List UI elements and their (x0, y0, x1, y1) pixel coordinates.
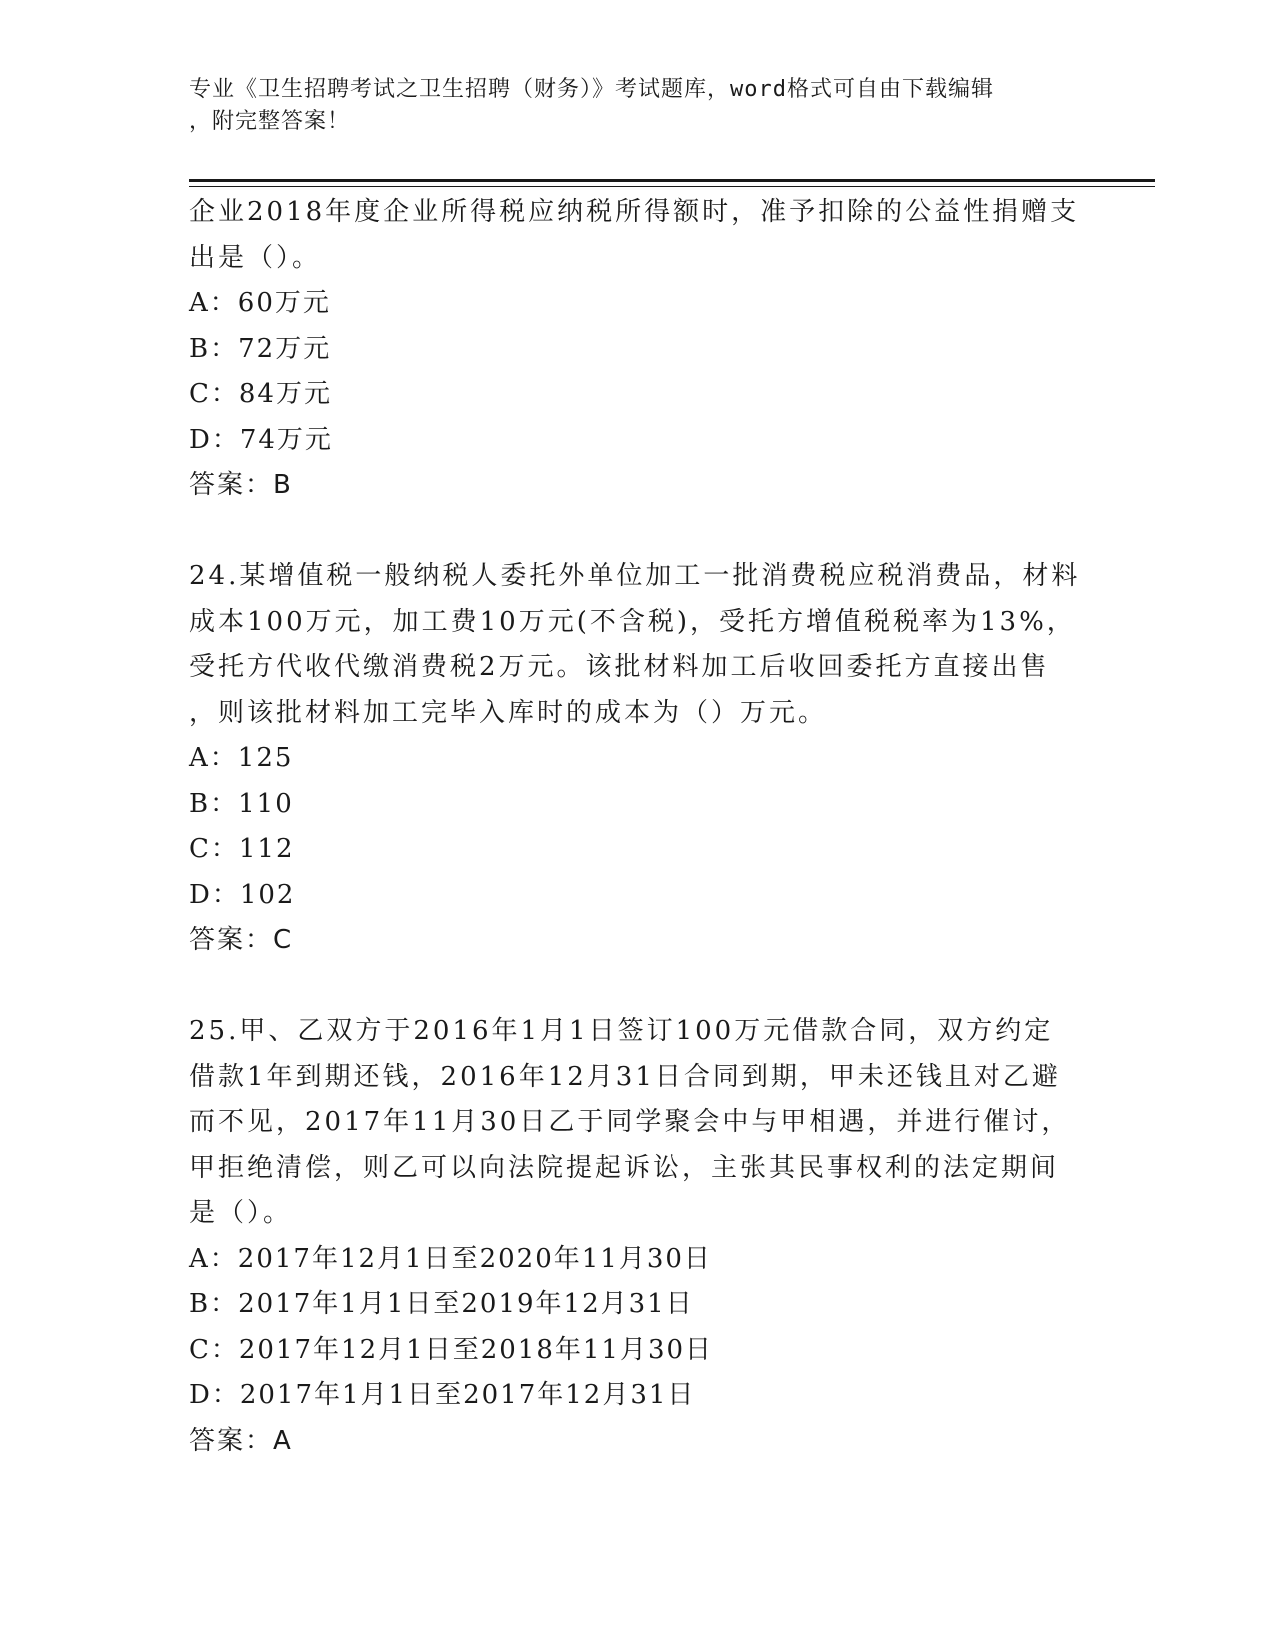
question-block (189, 190, 1089, 509)
question-block (189, 1009, 1089, 1464)
question-block (189, 554, 1089, 964)
option-list (189, 736, 1089, 918)
option-c: C：84万元 (189, 379, 332, 409)
option-c: C：112 (189, 834, 295, 864)
question-text: 24.某增值税一般纳税人委托外单位加工一批消费税应税消费品，材料 成本100万元，加工费10万元(不含税)，受托方增值税税率为13%， 受托方代收代缴消费税2万元。该批材料加工后收回委托方直接出售 ，则该批材料加工完毕入库时的成本为（）万元。 (189, 561, 1081, 728)
question-list (189, 190, 1089, 1464)
question-text: 25.甲、乙双方于2016年1月1日签订100万元借款合同，双方约定 借款1年到期还钱，2016年12月31日合同到期，甲未还钱且对乙避 而不见，2017年11月30日乙于同学聚会中与甲相遇，并进行催讨， 甲拒绝清偿，则乙可以向法院提起诉讼，主张其民事权利的法定期间 是（）。 (189, 1016, 1071, 1228)
option-b: B：2017年1月1日至2019年12月31日 (189, 1289, 694, 1319)
header-note: 专业《卫生招聘考试之卫生招聘（财务）》考试题库，word格式可自由下载编辑 ，附完整答案！ (189, 77, 994, 134)
option-a: A：60万元 (189, 288, 331, 318)
option-d: D：74万元 (189, 424, 333, 455)
answer-line: 答案：B (189, 470, 293, 500)
option-list (189, 281, 1089, 463)
option-d: D：2017年1月1日至2017年12月31日 (189, 1380, 696, 1410)
spacer (189, 964, 1089, 1010)
question-text: 企业2018年度企业所得税应纳税所得额时，准予扣除的公益性捐赠支 出是（）。 (189, 197, 1080, 273)
option-a: A：2017年12月1日至2020年11月30日 (189, 1243, 712, 1274)
header-rule-thin (189, 186, 1155, 187)
option-c: C：2017年12月1日至2018年11月30日 (189, 1334, 714, 1365)
option-a: A：125 (189, 743, 294, 773)
answer-line: 答案：A (189, 1425, 293, 1456)
spacer (189, 509, 1089, 555)
option-list (189, 1237, 1089, 1419)
option-d: D：102 (189, 879, 296, 910)
option-b: B：72万元 (189, 333, 332, 364)
answer-line: 答案：C (189, 925, 294, 955)
option-b: B：110 (189, 788, 294, 819)
header-rule-thick (189, 179, 1155, 182)
